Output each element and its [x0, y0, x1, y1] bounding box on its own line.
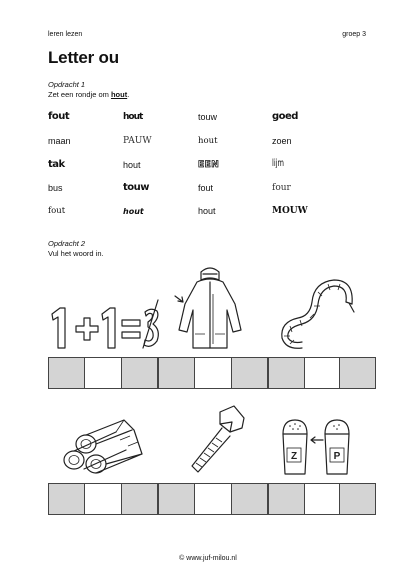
letter-box[interactable] — [339, 484, 375, 514]
letter-box[interactable] — [84, 358, 120, 388]
letter-box[interactable] — [231, 484, 267, 514]
word-cell[interactable]: four — [272, 183, 291, 193]
word-cell[interactable]: EEN — [198, 160, 220, 170]
shaker-label-pepper: P — [333, 451, 341, 462]
word-cell[interactable]: PAUW — [123, 136, 152, 146]
word-cell[interactable]: fout — [48, 206, 66, 216]
letter-box[interactable] — [194, 484, 230, 514]
letter-box[interactable] — [121, 484, 157, 514]
answer-boxes-3[interactable] — [268, 357, 376, 389]
header-left: leren lezen — [48, 31, 83, 38]
letter-box[interactable] — [159, 484, 194, 514]
letter-box[interactable] — [121, 358, 157, 388]
letter-box[interactable] — [84, 484, 120, 514]
letter-box[interactable] — [269, 484, 304, 514]
word-cell[interactable]: tak — [48, 159, 65, 170]
shaker-label-salt: Z — [290, 451, 298, 462]
letter-box[interactable] — [231, 358, 267, 388]
answer-boxes-2[interactable] — [158, 357, 268, 389]
salt-pepper-shakers-icon — [275, 412, 365, 478]
opdracht2-label: Opdracht 2 — [48, 239, 86, 248]
letter-box[interactable] — [49, 484, 84, 514]
letter-box[interactable] — [339, 358, 375, 388]
letter-box[interactable] — [269, 358, 304, 388]
word-cell[interactable]: MOUW — [272, 206, 308, 216]
word-cell[interactable]: hout — [123, 207, 144, 216]
jacket-icon — [175, 264, 245, 356]
word-cell[interactable]: bus — [48, 183, 63, 193]
word-cell[interactable]: hout — [198, 136, 218, 146]
answer-boxes-5[interactable] — [158, 483, 268, 515]
letter-box[interactable] — [194, 358, 230, 388]
letter-box[interactable] — [304, 484, 340, 514]
opdracht2-instruction: Vul het woord in. — [48, 249, 104, 258]
word-cell[interactable]: touw — [198, 112, 218, 122]
word-cell[interactable]: goed — [272, 111, 298, 122]
instruction-suffix: . — [127, 90, 130, 99]
header-right: groep 3 — [342, 31, 366, 38]
opdracht1-instruction — [48, 90, 129, 99]
word-cell[interactable]: hout — [198, 206, 216, 216]
letter-box[interactable] — [304, 358, 340, 388]
instruction-target-word: hout — [110, 90, 128, 99]
word-cell[interactable]: touw — [123, 182, 150, 193]
bolt-icon — [186, 404, 250, 476]
word-cell[interactable]: lijm — [272, 158, 285, 169]
page-title: Letter ou — [48, 48, 119, 67]
letter-box[interactable] — [159, 358, 194, 388]
answer-boxes-1[interactable] — [48, 357, 158, 389]
footer-copyright: © www.juf-milou.nl — [179, 555, 237, 562]
sum-one-plus-one-equals-three-icon — [48, 304, 158, 354]
word-cell[interactable]: fout — [198, 183, 214, 193]
letter-box[interactable] — [49, 358, 84, 388]
opdracht1-label: Opdracht 1 — [48, 80, 86, 89]
word-cell[interactable]: hout — [123, 160, 141, 170]
answer-boxes-4[interactable] — [48, 483, 158, 515]
word-cell[interactable]: maan — [48, 136, 71, 146]
answer-boxes-6[interactable] — [268, 483, 376, 515]
log-pile-icon — [58, 416, 148, 478]
instruction-prefix: Zet een rondje om — [48, 90, 111, 99]
rope-icon — [280, 280, 360, 346]
word-cell[interactable]: fout — [48, 111, 70, 122]
word-cell[interactable]: hout — [123, 112, 143, 122]
word-cell[interactable]: zoen — [272, 136, 292, 146]
